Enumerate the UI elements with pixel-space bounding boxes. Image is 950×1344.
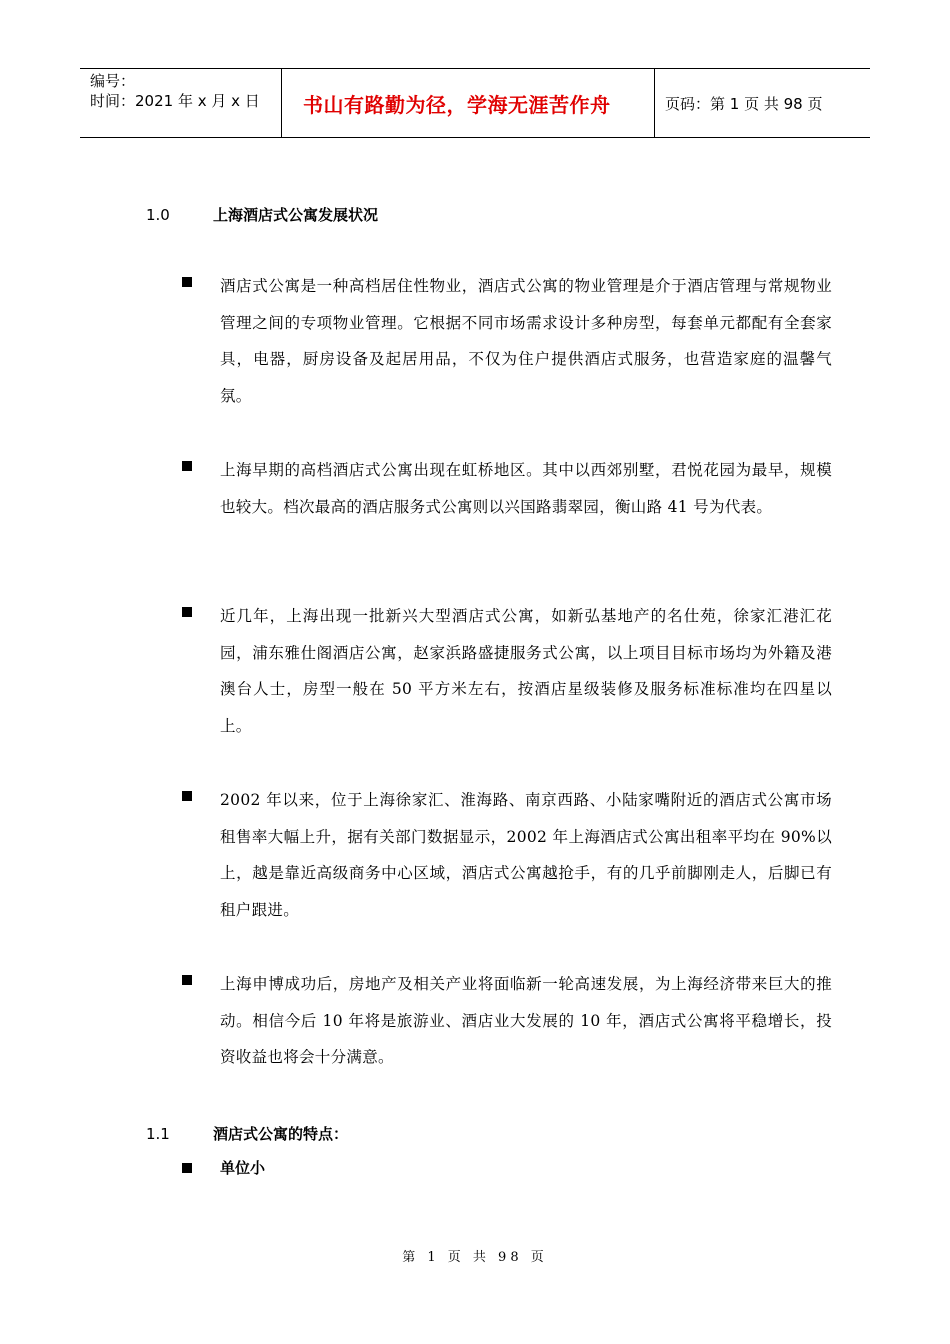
square-bullet-icon: [182, 277, 192, 287]
section-title: 上海酒店式公寓发展状况: [213, 206, 379, 224]
section-heading-1-0: [146, 205, 378, 225]
section-number: 1.1: [146, 1125, 170, 1143]
square-bullet-icon: [182, 791, 192, 801]
header-motto: 书山有路勤为径，学海无涯苦作舟: [303, 92, 611, 117]
list-item-text: 酒店式公寓是一种高档居住性物业，酒店式公寓的物业管理是介于酒店管理与常规物业管理之间的专项物业管理。它根据不同市场需求设计多种房型，每套单元都配有全套家具，电器，厨房设备及起居用品，不仅为住户提供酒店式服务，也营造家庭的温馨气氛。: [220, 277, 832, 405]
list-item-text: 2002 年以来，位于上海徐家汇、淮海路、南京西路、小陆家嘴附近的酒店式公寓市场租售率大幅上升，据有关部门数据显示，2002 年上海酒店式公寓出租率平均在 90%以上，越是靠近高级商务中心区域，酒店式公寓越抢手，有的几乎前脚刚走人，后脚已有租户跟进。: [220, 791, 832, 919]
sub-list-item: [182, 1158, 265, 1178]
section-number: 1.0: [146, 206, 170, 224]
list-item-text: 上海早期的高档酒店式公寓出现在虹桥地区。其中以西郊别墅，君悦花园为最早，规模也较大。档次最高的酒店服务式公寓则以兴国路翡翠园，衡山路 41 号为代表。: [220, 461, 832, 516]
document-time-label: 时间：2021 年 x 月 x 日: [90, 92, 260, 110]
page-footer: 第 1 页 共 98 页: [402, 1250, 548, 1265]
square-bullet-icon: [182, 975, 192, 985]
document-header: [80, 68, 870, 138]
list-item-text: 近几年，上海出现一批新兴大型酒店式公寓，如新弘基地产的名仕苑，徐家汇港汇花园，浦东雅仕阁酒店公寓，赵家浜路盛捷服务式公寓，以上项目目标市场均为外籍及港澳台人士，房型一般在 50 平方米左右，按酒店星级装修及服务标准标准均在四星以上。: [220, 607, 832, 735]
header-motto-cell: [282, 69, 655, 137]
square-bullet-icon: [182, 461, 192, 471]
sub-list-item-label: 单位小: [220, 1159, 266, 1177]
header-page-cell: [655, 69, 870, 137]
document-number-label: 编号：: [90, 72, 136, 90]
header-page-info: 页码：第 1 页 共 98 页: [665, 94, 823, 113]
section-heading-1-1: [146, 1124, 348, 1144]
header-meta-cell: [80, 69, 282, 137]
square-bullet-icon: [182, 607, 192, 617]
section-title: 酒店式公寓的特点：: [213, 1125, 349, 1143]
square-bullet-icon: [182, 1163, 192, 1173]
list-item-text: 上海申博成功后，房地产及相关产业将面临新一轮高速发展，为上海经济带来巨大的推动。相信今后 10 年将是旅游业、酒店业大发展的 10 年，酒店式公寓将平稳增长，投资收益也将会十分满意。: [220, 975, 832, 1066]
